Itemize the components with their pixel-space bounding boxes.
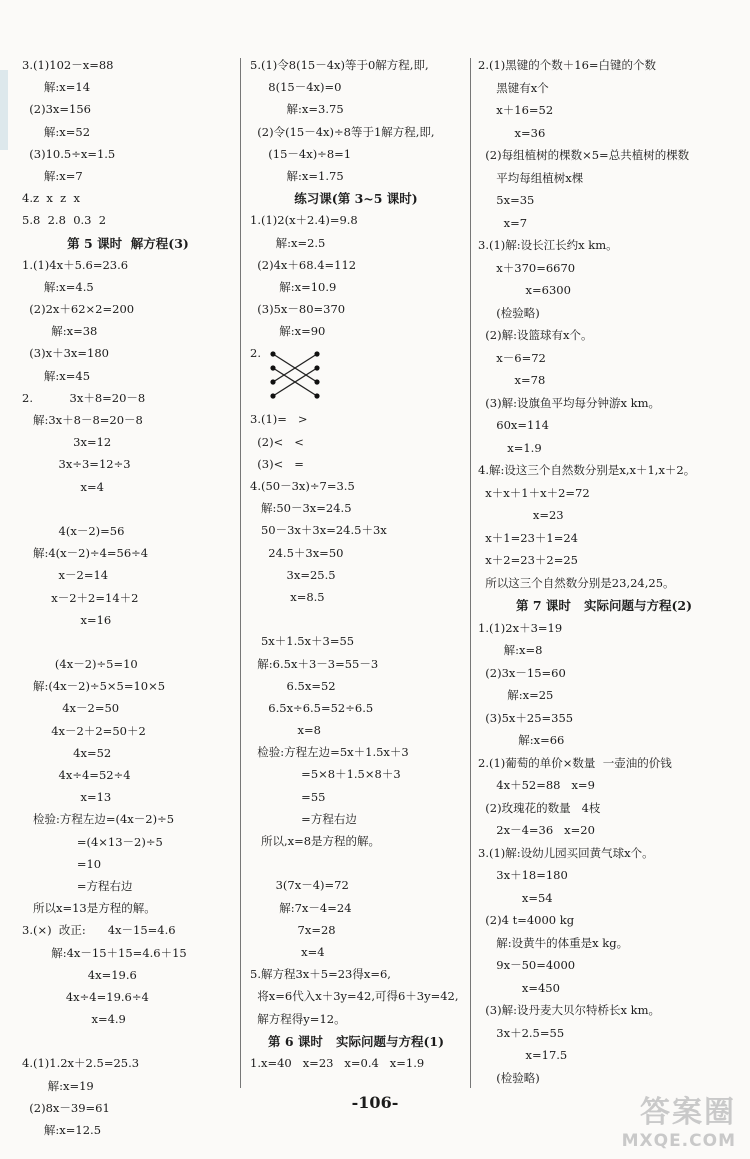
answer-line: 3(7x－4)=72 bbox=[250, 878, 349, 893]
matching-diagram bbox=[250, 346, 462, 412]
answer-line: x－2=14 bbox=[22, 568, 109, 583]
answer-line: x－2＋2=14＋2 bbox=[22, 590, 139, 605]
answer-line: 3x÷3=12÷3 bbox=[22, 457, 131, 472]
watermark-logo bbox=[622, 1087, 736, 1151]
column-divider-left bbox=[240, 58, 241, 1088]
answer-line: (2)3x－15=60 bbox=[478, 665, 566, 680]
section-heading: 练习课(第 3~5 课时) bbox=[294, 191, 418, 207]
answer-line: 1.(1)4x＋5.6=23.6 bbox=[22, 257, 129, 272]
answer-line: x=54 bbox=[478, 890, 553, 905]
answer-line: (4x－2)÷5=10 bbox=[22, 657, 138, 672]
answer-line: 黑键有x个 bbox=[478, 80, 549, 95]
answer-line: x=8 bbox=[250, 723, 321, 738]
answer-line: 所以这三个自然数分别是23,24,25。 bbox=[478, 575, 675, 590]
answer-line: 4x=52 bbox=[22, 745, 112, 760]
answer-line: 4x－2＋2=50＋2 bbox=[22, 723, 146, 738]
answer-line: 60x=114 bbox=[478, 418, 549, 432]
answer-line: 解:x=38 bbox=[22, 324, 98, 339]
answer-line: 解:x=3.75 bbox=[250, 102, 344, 117]
answer-line: (检验略) bbox=[478, 1070, 540, 1085]
answer-line: (3)x＋3x=180 bbox=[22, 346, 109, 361]
answer-line: x=16 bbox=[22, 612, 112, 627]
answer-line: =10 bbox=[22, 856, 102, 871]
answer-line: 6.5x=52 bbox=[250, 678, 336, 693]
answer-line: 4x－2=50 bbox=[22, 701, 120, 716]
answer-line: (3)10.5÷x=1.5 bbox=[22, 146, 116, 161]
answer-line: 7x=28 bbox=[250, 922, 336, 937]
column-left bbox=[22, 58, 234, 1137]
answer-line: 3.(1)解:设幼儿园买回黄气球x个。 bbox=[478, 845, 654, 860]
answer-line: 4x÷4=19.6÷4 bbox=[22, 989, 149, 1004]
answer-line: 6.5x÷6.5=52÷6.5 bbox=[250, 700, 374, 715]
answer-line: 1.x=40 x=23 x=0.4 x=1.9 bbox=[250, 1055, 425, 1070]
answer-line: 1.(1)2(x＋2.4)=9.8 bbox=[250, 213, 358, 228]
answer-line: 3.(×) 改正: 4x－15=4.6 bbox=[22, 923, 176, 938]
answer-line: =方程右边 bbox=[22, 878, 133, 893]
question-number: 2. bbox=[250, 346, 261, 361]
answer-line: 4(x－2)=56 bbox=[22, 523, 125, 538]
answer-line: 50－3x＋3x=24.5＋3x bbox=[250, 523, 387, 538]
answer-line: 4.(1)1.2x＋2.5=25.3 bbox=[22, 1056, 140, 1071]
answer-line: (2)每组植树的棵数×5=总共植树的棵数 bbox=[478, 148, 690, 162]
answer-line: 解:x=66 bbox=[478, 733, 565, 747]
answer-line: 所以x=13是方程的解。 bbox=[22, 901, 156, 916]
answer-line: 解:x=19 bbox=[22, 1078, 94, 1093]
answer-line: 解:x=2.5 bbox=[250, 235, 326, 250]
answer-line: =5×8＋1.5×8＋3 bbox=[250, 767, 401, 782]
answer-line: x=4 bbox=[250, 944, 325, 959]
answer-line: (3)< = bbox=[250, 456, 304, 471]
answer-line: 解:3x＋8－8=20－8 bbox=[22, 413, 143, 427]
answer-line: x＋16=52 bbox=[478, 103, 554, 117]
answer-line: (15－4x)÷8=1 bbox=[250, 146, 352, 161]
answer-line: 3x＋2.5=55 bbox=[478, 1025, 565, 1040]
answer-line: 解:x=1.75 bbox=[250, 168, 344, 183]
page-edge-tint bbox=[0, 70, 8, 150]
answer-line: 4.(50－3x)÷7=3.5 bbox=[250, 479, 355, 493]
answer-line: 4.z x z x bbox=[22, 191, 80, 206]
answer-line: x－6=72 bbox=[478, 350, 546, 365]
answer-line: (检验略) bbox=[478, 305, 540, 320]
answer-line: 解:x=52 bbox=[22, 124, 91, 139]
answer-line: 2.(1)葡萄的单价×数量 一壶油的价钱 bbox=[478, 755, 672, 770]
answer-line: 5x=35 bbox=[478, 193, 535, 207]
answer-line: =方程右边 bbox=[250, 811, 357, 826]
matching-lines-icon bbox=[265, 346, 325, 404]
answer-line: (3)5x＋25=355 bbox=[478, 710, 574, 725]
answer-line: 3.(1)= > bbox=[250, 412, 308, 427]
answer-line: 4.解:设这三个自然数分别是x,x＋1,x＋2。 bbox=[478, 463, 696, 477]
answer-line: 解:4x－15＋15=4.6＋15 bbox=[22, 945, 187, 960]
answer-line: 9x－50=4000 bbox=[478, 958, 576, 972]
column-middle bbox=[250, 58, 462, 1088]
answer-line: 平均每组植树x棵 bbox=[478, 170, 584, 185]
answer-line: x=1.9 bbox=[478, 440, 542, 455]
answer-line: 8(15－4x)=0 bbox=[250, 80, 342, 95]
answer-line: x=4 bbox=[22, 479, 104, 494]
blank-line bbox=[22, 502, 234, 517]
blank-line bbox=[22, 1034, 234, 1049]
answer-line: x＋1=23＋1=24 bbox=[478, 530, 578, 545]
answer-line: 解:x=10.9 bbox=[250, 279, 337, 294]
answer-line: (2)4x＋68.4=112 bbox=[250, 257, 357, 272]
answer-line: x＋370=6670 bbox=[478, 260, 576, 275]
answer-line: 5.8 2.8 0.3 2 bbox=[22, 213, 107, 228]
answer-line: 解:7x－4=24 bbox=[250, 900, 352, 915]
section-heading: 第 6 课时 实际问题与方程(1) bbox=[268, 1033, 444, 1049]
blank-line bbox=[22, 635, 234, 650]
answer-line: 将x=6代入x＋3y=42,可得6＋3y=42, bbox=[250, 989, 459, 1004]
answer-line: (2)2x＋62×2=200 bbox=[22, 302, 135, 317]
answer-line: x=13 bbox=[22, 790, 112, 805]
answer-line: 解:设黄牛的体重是x kg。 bbox=[478, 935, 629, 950]
column-right bbox=[478, 58, 730, 1088]
answer-line: 解:x=90 bbox=[250, 324, 326, 339]
answer-line: x＋2=23＋2=25 bbox=[478, 553, 578, 567]
answer-line: 3x=25.5 bbox=[250, 567, 336, 582]
answer-line: (3)解:设旗鱼平均每分钟游x km。 bbox=[478, 395, 660, 410]
watermark-title: 答案圈 bbox=[640, 1095, 736, 1130]
answer-line: 5x＋1.5x＋3=55 bbox=[250, 634, 355, 649]
answer-line: (2)4 t=4000 kg bbox=[478, 913, 575, 927]
answer-line: 2.(1)黑键的个数＋16=白键的个数 bbox=[478, 58, 657, 72]
answer-line: 解:x=45 bbox=[22, 368, 91, 383]
answer-line: x=4.9 bbox=[22, 1012, 126, 1027]
answer-line: 检验:方程左边=(4x－2)÷5 bbox=[22, 812, 175, 827]
answer-line: 3x＋18=180 bbox=[478, 868, 568, 882]
answer-line: x＋x＋1＋x＋2=72 bbox=[478, 485, 590, 500]
section-heading: 第 5 课时 解方程(3) bbox=[67, 235, 189, 251]
answer-line: 24.5＋3x=50 bbox=[250, 545, 344, 560]
blank-line bbox=[250, 612, 462, 627]
answer-line: (2)< < bbox=[250, 434, 304, 449]
page-number: -106- bbox=[351, 1093, 399, 1112]
answer-line: 所以,x=8是方程的解。 bbox=[250, 834, 381, 848]
answer-line: x=23 bbox=[478, 508, 564, 522]
answer-line: 解:x=8 bbox=[478, 643, 543, 657]
answer-line: x=6300 bbox=[478, 283, 571, 297]
answer-line: 2. 3x＋8=20－8 bbox=[22, 390, 146, 405]
answer-line: 3.(1)102－x=88 bbox=[22, 58, 114, 72]
answer-line: (2)解:设篮球有x个。 bbox=[478, 328, 593, 342]
answer-line: (2)令(15－4x)÷8等于1解方程,即, bbox=[250, 124, 435, 139]
answer-line: 检验:方程左边=5x＋1.5x＋3 bbox=[250, 745, 409, 760]
answer-line: 3x=12 bbox=[22, 435, 112, 450]
answer-line: 4x÷4=52÷4 bbox=[22, 768, 131, 782]
answer-line: x=450 bbox=[478, 980, 560, 995]
blank-line bbox=[250, 856, 462, 871]
column-divider-right bbox=[470, 58, 471, 1088]
answer-line: 2x－4=36 x=20 bbox=[478, 823, 595, 837]
answer-line: 解:4(x－2)÷4=56÷4 bbox=[22, 546, 149, 561]
answer-line: (3)5x－80=370 bbox=[250, 302, 346, 317]
answer-line: 1.(1)2x＋3=19 bbox=[478, 620, 563, 635]
answer-line: (2)8x－39=61 bbox=[22, 1100, 110, 1115]
answer-line: 解方程得y=12。 bbox=[250, 1011, 346, 1026]
answer-line: 解:50－3x=24.5 bbox=[250, 501, 352, 516]
answer-line: (3)解:设丹麦大贝尔特桥长x km。 bbox=[478, 1003, 660, 1017]
answer-line: (2)玫瑰花的数量 4枝 bbox=[478, 800, 601, 815]
answer-line: =(4×13－2)÷5 bbox=[22, 834, 163, 849]
answer-line: 4x＋52=88 x=9 bbox=[478, 778, 595, 792]
answer-line: x=7 bbox=[478, 215, 528, 230]
answer-line: 5.(1)令8(15－4x)等于0解方程,即, bbox=[250, 58, 429, 72]
answer-line: 4x=19.6 bbox=[22, 967, 137, 982]
answer-line: 解:x=7 bbox=[22, 168, 83, 183]
answer-line: 解:6.5x＋3－3=55－3 bbox=[250, 656, 379, 671]
answer-line: (2)3x=156 bbox=[22, 102, 91, 117]
section-heading: 第 7 课时 实际问题与方程(2) bbox=[516, 598, 692, 613]
answer-line: 解:x=25 bbox=[478, 688, 554, 702]
answer-line: x=8.5 bbox=[250, 589, 325, 604]
watermark-url: MXQE.COM bbox=[621, 1131, 736, 1151]
answer-line: x=17.5 bbox=[478, 1048, 568, 1062]
answer-line: 解:x=14 bbox=[22, 80, 91, 95]
answer-line: x=36 bbox=[478, 125, 546, 140]
answer-line: 5.解方程3x＋5=23得x=6, bbox=[250, 967, 391, 982]
answer-line: 3.(1)解:设长江长约x km。 bbox=[478, 238, 618, 252]
answer-line: x=78 bbox=[478, 373, 546, 387]
answer-line: 解:x=12.5 bbox=[22, 1123, 102, 1137]
answer-line: 解:(4x－2)÷5×5=10×5 bbox=[22, 679, 166, 694]
answer-line: 解:x=4.5 bbox=[22, 279, 94, 294]
answer-line: =55 bbox=[250, 789, 326, 804]
